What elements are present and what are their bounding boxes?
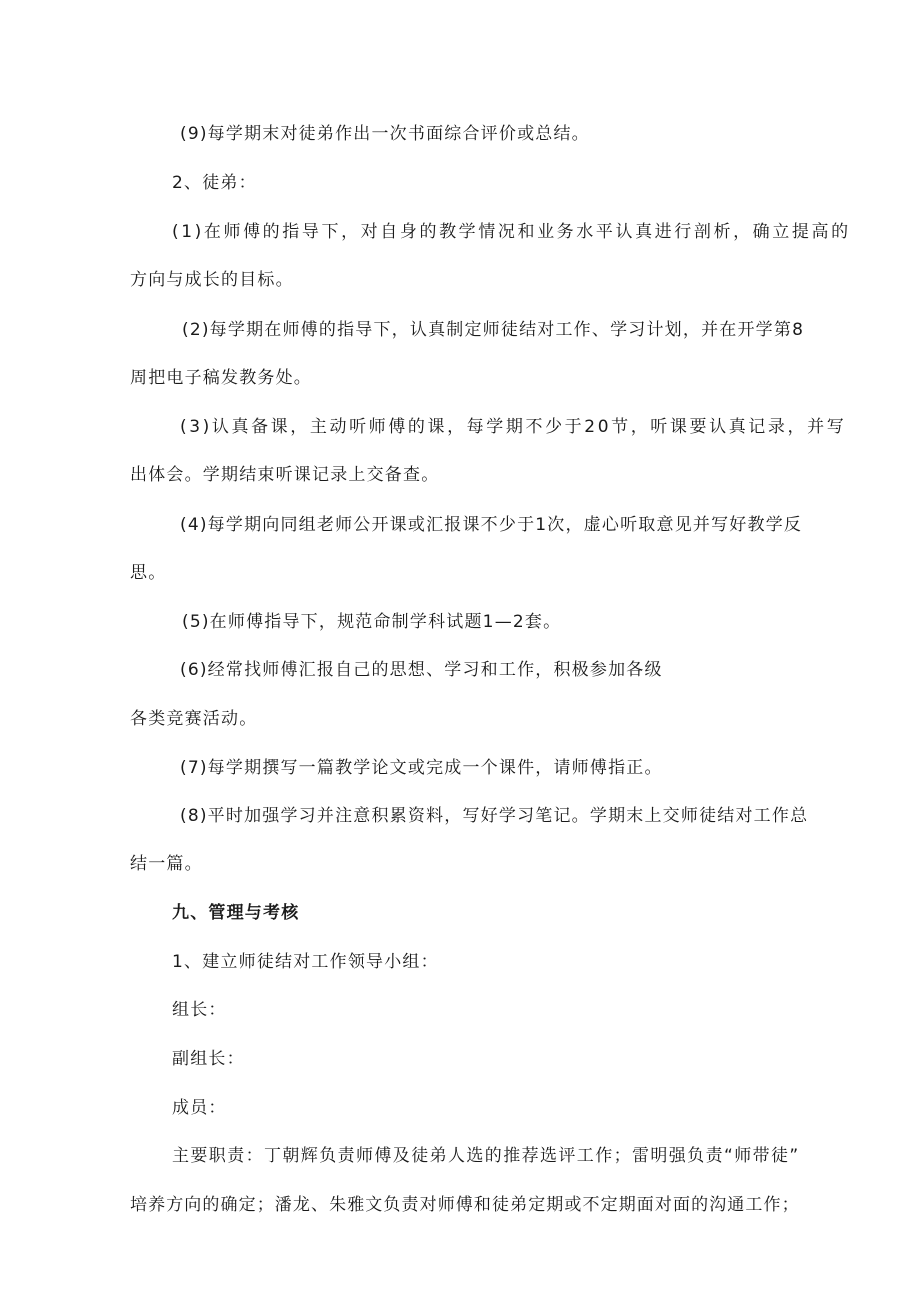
apprentice-item-5: (5)在师傅指导下，规范命制学科试题1—2套。 xyxy=(182,612,562,632)
section-9-heading: 九、管理与考核 xyxy=(172,903,300,923)
apprentice-item-1-line2: 方向与成长的目标。 xyxy=(130,270,294,290)
apprentice-item-8-line2: 结一篇。 xyxy=(130,854,203,874)
group-leader-label: 组长： xyxy=(172,1000,227,1020)
apprentice-heading: 2、徒弟： xyxy=(172,173,257,193)
deputy-leader-label: 副组长： xyxy=(172,1049,245,1069)
apprentice-item-3-line2: 出体会。学期结束听课记录上交备查。 xyxy=(130,465,440,485)
apprentice-item-6-line2: 各类竞赛活动。 xyxy=(130,709,258,729)
members-label: 成员： xyxy=(172,1098,227,1118)
apprentice-item-2-line2: 周把电子稿发教务处。 xyxy=(130,368,312,388)
apprentice-item-4-line1: (4)每学期向同组老师公开课或汇报课不少于1次，虚心听取意见并写好教学反 xyxy=(180,515,803,535)
apprentice-item-8-line1: (8)平时加强学习并注意积累资料，写好学习笔记。学期末上交师徒结对工作总 xyxy=(180,806,809,826)
apprentice-item-6-line1: (6)经常找师傅汇报自己的思想、学习和工作，积极参加各级 xyxy=(180,660,663,680)
apprentice-item-1-line1: (1)在师傅的指导下，对自身的教学情况和业务水平认真进行剖析，确立提高的 xyxy=(172,222,851,242)
duties-line2: 培养方向的确定；潘龙、朱雅文负责对师傅和徒弟定期或不定期面对面的沟通工作； xyxy=(130,1195,800,1215)
apprentice-item-4-line2: 思。 xyxy=(130,563,167,583)
duties-line1: 主要职责：丁朝辉负责师傅及徒弟人选的推荐选评工作；雷明强负责“师带徒” xyxy=(172,1146,800,1166)
apprentice-item-3-line1: (3)认真备课，主动听师傅的课，每学期不少于20节，听课要认真记录，并写 xyxy=(180,417,847,437)
apprentice-item-2-line1: (2)每学期在师傅的指导下，认真制定师徒结对工作、学习计划，并在开学第8 xyxy=(182,320,805,340)
leadership-group-heading: 1、建立师徒结对工作领导小组： xyxy=(172,952,439,972)
apprentice-item-7: (7)每学期撰写一篇教学论文或完成一个课件，请师傅指正。 xyxy=(180,758,663,778)
teacher-item-9: (9)每学期末对徒弟作出一次书面综合评价或总结。 xyxy=(180,124,590,144)
